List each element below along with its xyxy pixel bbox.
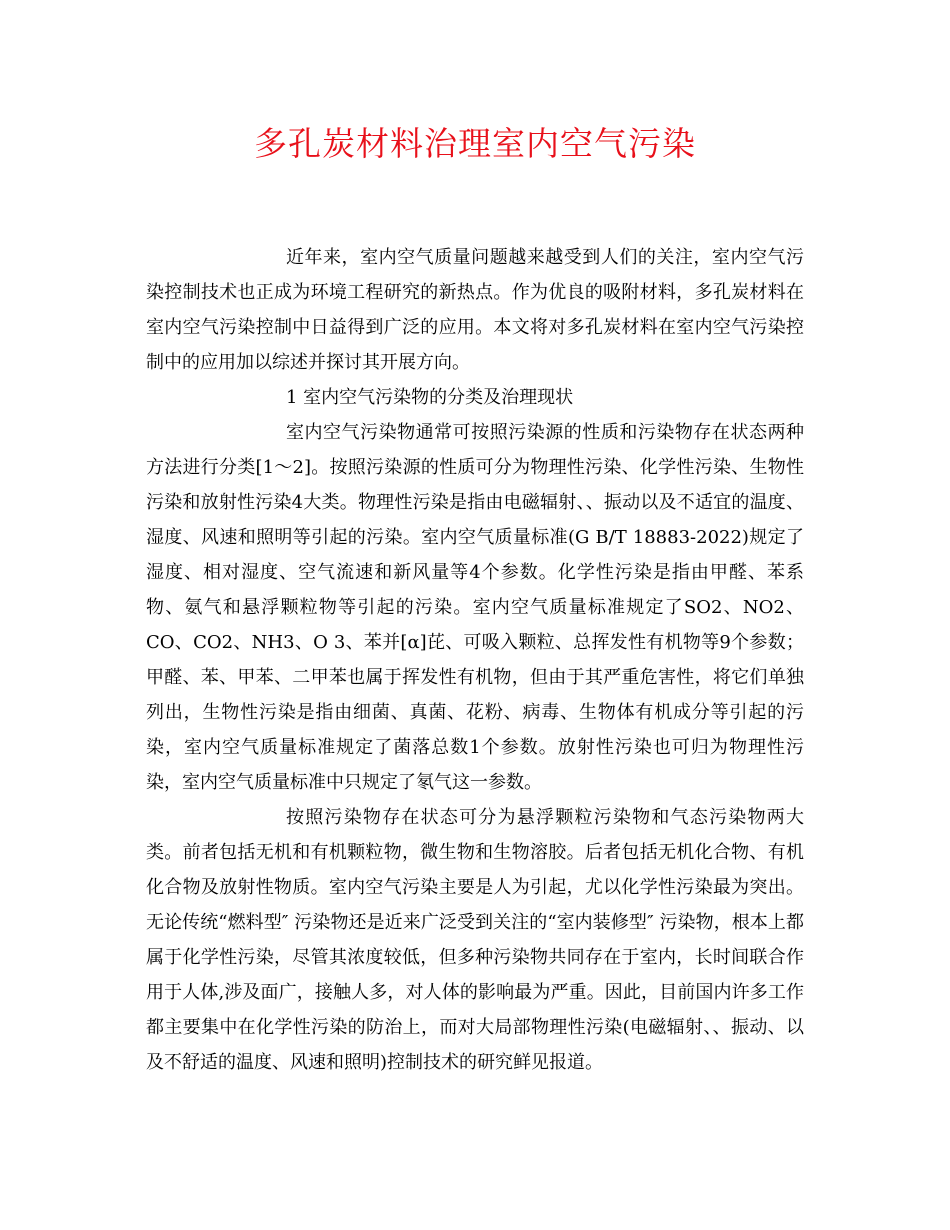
paragraph-intro: 近年来，室内空气质量问题越来越受到人们的关注，室内空气污染控制技术也正成为环境工程研究的新热点。作为优良的吸附材料，多孔炭材料在室内空气污染控制中日益得到广泛的应用。本文将对多孔炭材料在室内空气污染控制中的应用加以综述并探讨其开展方向。	[146, 247, 804, 373]
paragraph-state-classification: 按照污染物存在状态可分为悬浮颗粒污染物和气态污染物两大类。前者包括无机和有机颗粒物，微生物和生物溶胶。后者包括无机化合物、有机化合物及放射性物质。室内空气污染主要是人为引起，尤以化学性污染最为突出。无论传统“燃料型″ 污染物还是近来广泛受到关注的“室内装修型″ 污染物，根本上都属于化学性污染，尽管其浓度较低，但多种污染物共同存在于室内，长时间联合作用于人体,涉及面广，接触人多，对人体的影响最为严重。因此，目前国内许多工作都主要集中在化学性污染的防治上，而对大局部物理性污染(电磁辐射、、振动、以及不舒适的温度、风速和照明)控制技术的研究鲜见报道。	[146, 807, 804, 1073]
paragraph-classification: 室内空气污染物通常可按照污染源的性质和污染物存在状态两种方法进行分类[1～2]。按照污染源的性质可分为物理性污染、化学性污染、生物性污染和放射性污染4大类。物理性污染是指由电磁辐射、、振动以及不适宜的温度、湿度、风速和照明等引起的污染。室内空气质量标准(G B/T 18883-2022)规定了湿度、相对湿度、空气流速和新风量等4个参数。化学性污染是指由甲醛、苯系物、氨气和悬浮颗粒物等引起的污染。室内空气质量标准规定了SO2、NO2、CO、CO2、NH3、O 3、苯并[α]芘、可吸入颗粒、总挥发性有机物等9个参数；甲醛、苯、甲苯、二甲苯也属于挥发性有机物，但由于其严重危害性，将它们单独列出，生物性污染是指由细菌、真菌、花粉、病毒、生物体有机成分等引起的污染，室内空气质量标准规定了菌落总数1个参数。放射性污染也可归为物理性污染，室内空气质量标准中只规定了氡气这一参数。	[146, 422, 804, 793]
document-title: 多孔炭材料治理室内空气污染	[254, 124, 696, 163]
section-heading-1: 1 室内空气污染物的分类及治理现状	[286, 387, 574, 408]
document-body	[146, 240, 804, 1080]
